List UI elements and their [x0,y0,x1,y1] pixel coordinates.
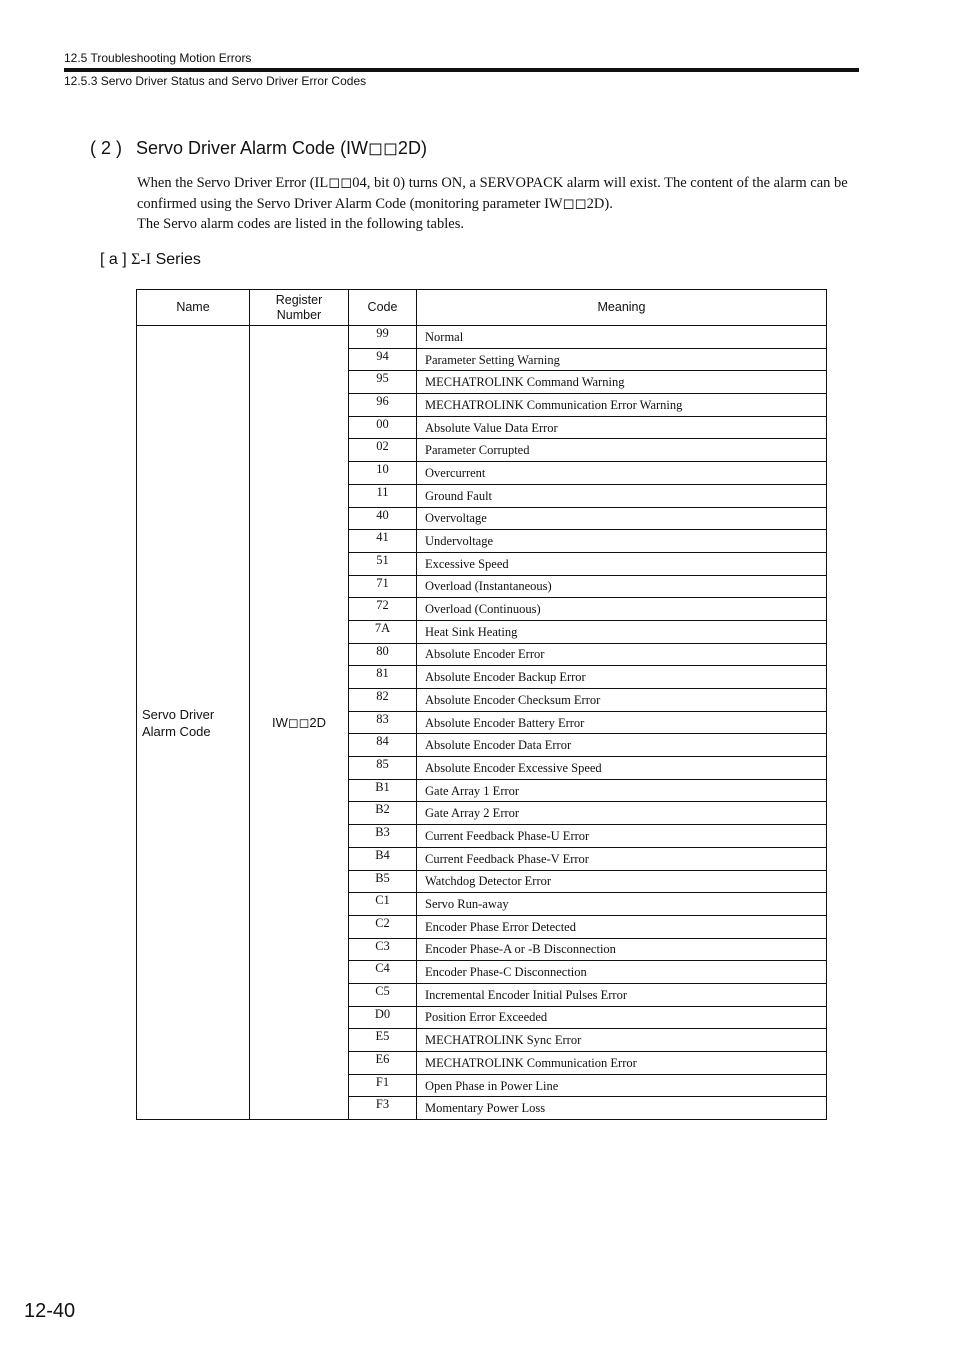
cell-meaning: Overcurrent [417,462,827,485]
cell-code: F3 [349,1097,417,1120]
header-code: Code [349,290,417,326]
cell-code: C2 [349,915,417,938]
cell-code: 95 [349,371,417,394]
cell-meaning: Excessive Speed [417,552,827,575]
cell-meaning: Absolute Encoder Checksum Error [417,689,827,712]
cell-code: 51 [349,552,417,575]
cell-meaning: Current Feedback Phase-V Error [417,847,827,870]
page-number: 12-40 [24,1300,76,1322]
cell-register-number: IW◻◻2D [250,326,349,1120]
cell-meaning: MECHATROLINK Communication Error Warning [417,394,827,417]
cell-code: E6 [349,1052,417,1075]
cell-code: 41 [349,530,417,553]
cell-code: C4 [349,961,417,984]
cell-meaning: Parameter Corrupted [417,439,827,462]
cell-meaning: Absolute Encoder Battery Error [417,711,827,734]
cell-code: 83 [349,711,417,734]
cell-code: 96 [349,394,417,417]
subsection-heading [100,251,201,269]
cell-meaning: MECHATROLINK Sync Error [417,1029,827,1052]
cell-meaning: Open Phase in Power Line [417,1074,827,1097]
cell-meaning: Overload (Instantaneous) [417,575,827,598]
cell-meaning: Momentary Power Loss [417,1097,827,1120]
cell-meaning: Servo Run-away [417,893,827,916]
cell-code: 72 [349,598,417,621]
cell-meaning: Absolute Encoder Backup Error [417,666,827,689]
cell-meaning: Position Error Exceeded [417,1006,827,1029]
cell-code: 7A [349,620,417,643]
header-rule [64,68,859,72]
cell-code: 84 [349,734,417,757]
cell-meaning: Gate Array 1 Error [417,779,827,802]
cell-code: B3 [349,825,417,848]
running-header-subsection: 12.5.3 Servo Driver Status and Servo Driver Error Codes [64,74,367,88]
cell-code: B1 [349,779,417,802]
cell-code: B4 [349,847,417,870]
cell-meaning: Gate Array 2 Error [417,802,827,825]
cell-meaning: Heat Sink Heating [417,620,827,643]
subsection-label: [ a ] [100,251,127,268]
cell-code: 85 [349,757,417,780]
header-name: Name [137,290,250,326]
body-text [137,173,862,235]
cell-meaning: MECHATROLINK Command Warning [417,371,827,394]
cell-code: 00 [349,416,417,439]
cell-meaning: Watchdog Detector Error [417,870,827,893]
cell-code: 94 [349,348,417,371]
cell-meaning: Absolute Encoder Error [417,643,827,666]
cell-meaning: Absolute Encoder Excessive Speed [417,757,827,780]
cell-name-text: Servo Driver Alarm Code [142,706,215,739]
cell-meaning: Overload (Continuous) [417,598,827,621]
cell-code: B2 [349,802,417,825]
cell-code: C1 [349,893,417,916]
cell-meaning: Incremental Encoder Initial Pulses Error [417,983,827,1006]
table-header-row [137,290,827,326]
cell-code: 99 [349,326,417,349]
cell-code: 82 [349,689,417,712]
cell-code: E5 [349,1029,417,1052]
body-paragraph-2: The Servo alarm codes are listed in the following tables. [137,216,464,232]
cell-code: F1 [349,1074,417,1097]
cell-meaning: Encoder Phase-A or -B Disconnection [417,938,827,961]
cell-meaning: Parameter Setting Warning [417,348,827,371]
cell-name [137,326,250,1120]
cell-meaning: Undervoltage [417,530,827,553]
section-number: ( 2 ) [90,138,123,158]
cell-code: B5 [349,870,417,893]
table-row [137,326,827,349]
cell-meaning: Ground Fault [417,484,827,507]
cell-meaning: Overvoltage [417,507,827,530]
cell-code: 80 [349,643,417,666]
header-register-number-text: Register Number [275,292,323,322]
alarm-code-table [136,289,827,1120]
cell-code: 11 [349,484,417,507]
running-header-section: 12.5 Troubleshooting Motion Errors [64,51,252,65]
cell-meaning: Encoder Phase-C Disconnection [417,961,827,984]
cell-meaning: Normal [417,326,827,349]
cell-meaning: Encoder Phase Error Detected [417,915,827,938]
header-meaning: Meaning [417,290,827,326]
cell-code: 71 [349,575,417,598]
cell-meaning: Absolute Value Data Error [417,416,827,439]
cell-code: D0 [349,1006,417,1029]
cell-meaning: Current Feedback Phase-U Error [417,825,827,848]
cell-meaning: Absolute Encoder Data Error [417,734,827,757]
cell-code: 81 [349,666,417,689]
section-heading [90,138,427,159]
cell-meaning: MECHATROLINK Communication Error [417,1052,827,1075]
header-register-number [250,290,349,326]
sigma-series-symbol: Σ-I [131,251,152,268]
cell-code: C5 [349,983,417,1006]
body-paragraph-1: When the Servo Driver Error (IL◻◻04, bit 0) turns ON, a SERVOPACK alarm will exist. The content of the alarm can be confirmed using the Servo Driver Alarm Code (monitoring parameter IW◻◻2D). [137,175,848,212]
cell-code: 40 [349,507,417,530]
cell-code: 02 [349,439,417,462]
cell-code: C3 [349,938,417,961]
cell-code: 10 [349,462,417,485]
section-title: Servo Driver Alarm Code (IW◻◻2D) [136,138,427,158]
subsection-text: Series [155,251,201,268]
table-body [137,326,827,1120]
